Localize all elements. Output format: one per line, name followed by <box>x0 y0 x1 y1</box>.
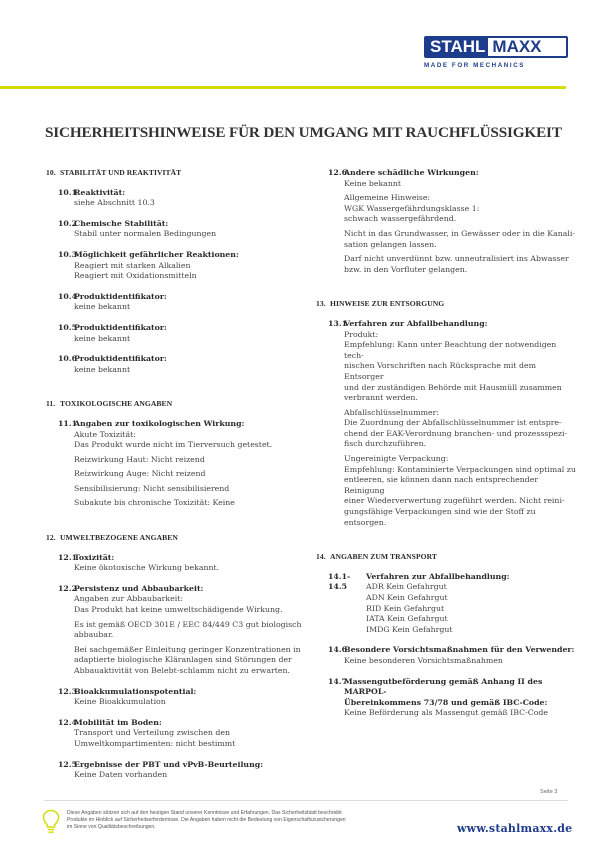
subsection <box>328 572 578 636</box>
text-line: siehe Abschnitt 10.3 <box>74 198 155 208</box>
left-column <box>46 168 304 805</box>
subsection <box>58 584 304 677</box>
paragraph <box>74 697 304 708</box>
subsection-body <box>74 188 304 209</box>
footer-disclaimer <box>67 810 387 831</box>
subsection-number: 10.4 <box>58 291 77 301</box>
paragraph <box>74 770 304 781</box>
text-line: abbaubar. <box>74 630 114 640</box>
text-line: Reagiert mit Oxidationsmitteln <box>74 271 197 281</box>
paragraph <box>366 582 578 635</box>
text-line: Allgemeine Hinweise: <box>344 193 431 203</box>
subsection-number: 13.1 <box>328 318 347 328</box>
paragraph <box>74 430 304 451</box>
disclaimer-line: Diese Angaben stützen sich auf den heutigen Stand unserer Kenntnisse und Erfahrungen. Das Sicherheitsblatt beschreibt <box>67 810 342 816</box>
text-line: IATA Kein Gefahrgut <box>366 614 448 624</box>
text-line: Die Zuordnung der Abfallschlüsselnummer ist entspre- <box>344 418 562 428</box>
subsection-body <box>74 219 304 240</box>
subsection-label: Besondere Vorsichtsmaßnahmen für den Verwender: <box>344 645 575 655</box>
subsection-body <box>344 645 578 666</box>
text-line: Das Produkt hat keine umweltschädigende Wirkung. <box>74 605 283 615</box>
text-line: und der zuständigen Behörde mit Hausmüll zusammen <box>344 382 562 392</box>
section-heading <box>46 533 304 544</box>
paragraph <box>74 261 304 282</box>
subsection-number: 12.2 <box>58 583 77 593</box>
label-line: Massengutbeförderung gemäß Anhang II des MARPOL- <box>344 676 543 697</box>
subsection-number: 10.6 <box>58 354 77 364</box>
text-line: Keine Daten vorhanden <box>74 770 168 780</box>
subsection <box>58 188 304 209</box>
text-line: Empfehlung: Kann unter Beachtung der notwendigen tech- <box>344 340 557 360</box>
subsection-body <box>74 687 304 708</box>
subsection-body <box>74 323 304 344</box>
text-line: RID Kein Gefahrgut <box>366 603 445 613</box>
text-line: WGK Wassergefährdungsklasse 1: <box>344 203 480 213</box>
text-line: Bei sachgemäßer Einleitung geringer Konzentrationen in <box>74 644 301 654</box>
document-title: SICHERHEITSHINWEISE FÜR DEN UMGANG MIT RAUCHFLÜSSIGKEIT <box>45 124 562 141</box>
subsection-label: Chemische Stabilität: <box>74 218 169 228</box>
subsection-body <box>74 584 304 677</box>
subsection-body <box>344 319 578 528</box>
section <box>46 168 304 375</box>
subsection <box>328 645 578 666</box>
subsection-number: 14.1-14.5 <box>328 571 351 592</box>
section-title: ANGABEN ZUM TRANSPORT <box>330 552 437 562</box>
subsection <box>328 677 578 719</box>
subsection <box>328 168 578 275</box>
section-number: 11. <box>46 399 56 409</box>
text-line: Keine ökotoxische Wirkung bekannt. <box>74 563 220 573</box>
paragraph <box>344 179 578 190</box>
subsection-body <box>74 292 304 313</box>
paragraph <box>74 334 304 345</box>
section-heading <box>46 399 304 410</box>
section <box>316 168 578 275</box>
section-heading <box>316 299 578 310</box>
subsection-number: 12.1 <box>58 552 77 562</box>
subsection-body <box>74 760 304 781</box>
subsection-label: Andere schädliche Wirkungen: <box>344 168 479 177</box>
paragraph <box>344 408 578 450</box>
text-line: sation gelangen lassen. <box>344 239 437 249</box>
text-line: schwach wassergefährdend. <box>344 214 457 224</box>
paragraph <box>74 563 304 574</box>
text-line: Nicht in das Grundwasser, in Gewässer oder in die Kanali- <box>344 228 576 238</box>
right-column <box>316 168 578 743</box>
paragraph <box>344 454 578 528</box>
paragraph <box>74 484 304 495</box>
text-line: Reizwirkung Haut: Nicht reizend <box>74 454 205 464</box>
subsection-body <box>74 419 304 509</box>
logo-tagline: MADE FOR MECHANICS <box>424 62 525 69</box>
text-line: Abbauaktivität von Belebt-schlamm nicht zu erwarten. <box>74 666 290 675</box>
subsection <box>58 687 304 708</box>
paragraph <box>344 330 578 404</box>
disclaimer-line: im Sinne von Qualitätsbeschreibungen. <box>67 824 156 830</box>
subsection <box>58 419 304 509</box>
subsection-number: 12.5 <box>58 759 77 769</box>
paragraph <box>74 455 304 466</box>
section <box>316 552 578 719</box>
text-line: Darf nicht unverdünnt bzw. unneutralisiert ins Abwasser <box>344 254 569 264</box>
text-line: einer Wiederverwertung zugeführt werden. Nicht reini- <box>344 496 565 506</box>
subsection-label: Produktidentifikator: <box>74 354 167 364</box>
text-line: Reagiert mit starken Alkalien <box>74 260 191 270</box>
subsection-body <box>366 572 578 636</box>
subsection <box>58 323 304 344</box>
subsection-number: 12.3 <box>58 686 77 696</box>
subsection-body <box>344 168 578 275</box>
paragraph <box>74 365 304 376</box>
logo-wordmark <box>424 36 568 58</box>
subsection-body <box>74 354 304 375</box>
section-number: 14. <box>316 552 326 562</box>
disclaimer-line: Produkte im Hinblick auf Sicherheitserfordernisse. Die Angaben haben nicht die Bedeutung von Eigenschaftszusicherungen <box>67 817 346 823</box>
paragraph <box>344 229 578 250</box>
subsection <box>58 354 304 375</box>
paragraph <box>74 302 304 313</box>
text-line: fisch durchzuführen. <box>344 439 427 449</box>
subsection-label <box>344 677 578 709</box>
subsection-label: Mobilität im Boden: <box>74 717 162 727</box>
paragraph <box>344 254 578 275</box>
section-number: 12. <box>46 533 56 543</box>
text-line: Keine Beförderung als Massengut gemäß IBC-Code <box>344 708 549 718</box>
text-line: Keine Bioakkumulation <box>74 697 166 707</box>
subsection-label: Reaktivität: <box>74 187 126 197</box>
text-line: Sensibilisierung: Nicht sensibilisierend <box>74 483 230 493</box>
paragraph <box>74 620 304 641</box>
text-line: Akute Toxizität: <box>74 429 136 439</box>
lightbulb-icon <box>42 809 60 835</box>
text-line: keine bekannt <box>74 364 131 374</box>
label-line: Übereinkommens 73/78 und gemäß IBC-Code: <box>344 697 548 707</box>
section <box>46 399 304 509</box>
subsection-label: Toxizität: <box>74 552 115 562</box>
section <box>46 533 304 781</box>
subsection-number: 11.1 <box>58 418 77 428</box>
text-line: verbrannt werden. <box>344 393 418 403</box>
subsection-number: 10.5 <box>58 322 77 332</box>
section-title: STABILITÄT UND REAKTIVITÄT <box>60 168 182 177</box>
subsection <box>58 219 304 240</box>
section-heading <box>46 168 304 179</box>
subsection-body <box>74 718 304 750</box>
brand-logo <box>424 36 568 69</box>
subsection-body <box>344 677 578 719</box>
paragraph <box>74 198 304 209</box>
text-line: Keine bekannt <box>344 178 401 188</box>
text-line: nischen Vorschriften nach Rücksprache mit dem Entsorger <box>344 361 536 381</box>
subsection <box>328 319 578 528</box>
subsection-body <box>74 553 304 574</box>
subsection-number: 14.7 <box>328 676 347 686</box>
subsection-number: 12.6 <box>328 168 347 177</box>
subsection-label: Möglichkeit gefährlicher Reaktionen: <box>74 249 239 259</box>
page-number: Seite 3 <box>540 789 558 795</box>
paragraph <box>74 229 304 240</box>
text-line: Produkt: <box>344 329 379 339</box>
subsection <box>58 250 304 282</box>
logo-maxx: MAXX <box>488 38 566 56</box>
text-line: bzw. in den Vorfluter gelangen. <box>344 264 468 274</box>
text-line: Es ist gemäß OECD 301E / EEC 84/449 C3 gut biologisch <box>74 619 302 629</box>
text-line: gungsfähige Verpackungen sind wie der Stoff zu entsorgen. <box>344 507 536 527</box>
text-line: entleeren, sie können dann nach entsprechender Reinigung <box>344 475 539 495</box>
footer-divider <box>44 800 568 801</box>
paragraph <box>74 645 304 677</box>
text-line: Transport und Verteilung zwischen den <box>74 728 231 738</box>
subsection-label: Angaben zur toxikologischen Wirkung: <box>74 418 245 428</box>
subsection-label: Ergebnisse der PBT und vPvB-Beurteilung: <box>74 759 264 769</box>
subsection-label: Produktidentifikator: <box>74 291 167 301</box>
text-line: Keine besonderen Vorsichtsmaßnahmen <box>344 655 503 665</box>
paragraph <box>344 193 578 225</box>
section-title: TOXIKOLOGISCHE ANGABEN <box>60 399 173 409</box>
subsection-body <box>74 250 304 282</box>
website-link[interactable]: www.stahlmaxx.de <box>457 822 573 835</box>
text-line: Umweltkompartimenten: nicht bestimmt <box>74 738 236 748</box>
section <box>316 299 578 528</box>
section-title: UMWELTBEZOGENE ANGABEN <box>60 533 178 543</box>
paragraph <box>74 594 304 615</box>
subsection-number: 10.3 <box>58 249 77 259</box>
text-line: IMDG Kein Gefahrgut <box>366 624 453 634</box>
subsection-number: 14.6 <box>328 645 347 655</box>
subsection-label: Verfahren zur Abfallbehandlung: <box>344 318 488 328</box>
text-line: Subakute bis chronische Toxizität: Keine <box>74 498 235 508</box>
subsection-label: Persistenz und Abbaubarkeit: <box>74 583 204 593</box>
section-title: HINWEISE ZUR ENTSORGUNG <box>330 299 445 309</box>
subsection-number: 12.4 <box>58 717 77 727</box>
paragraph <box>344 708 578 719</box>
text-line: Empfehlung: Kontaminierte Verpackungen sind optimal zu <box>344 464 576 474</box>
section-number: 13. <box>316 299 326 309</box>
subsection <box>58 760 304 781</box>
text-line: Ungereinigte Verpackung: <box>344 454 449 464</box>
subsection-number: 10.2 <box>58 218 77 228</box>
text-line: ADN Kein Gefahrgut <box>366 593 448 602</box>
text-line: Stabil unter normalen Bedingungen <box>74 229 217 239</box>
header-accent-line <box>0 86 566 89</box>
subsection <box>58 553 304 574</box>
section-number: 10. <box>46 168 56 177</box>
paragraph <box>74 728 304 749</box>
paragraph <box>74 498 304 509</box>
text-line: Das Produkt wurde nicht im Tierversuch getestet. <box>74 440 273 450</box>
subsection-label: Produktidentifikator: <box>74 322 167 332</box>
text-line: Abfallschlüsselnummer: <box>344 407 439 417</box>
subsection <box>58 718 304 750</box>
paragraph <box>344 656 578 667</box>
subsection <box>58 292 304 313</box>
text-line: keine bekannt <box>74 302 131 312</box>
text-line: Angaben zur Abbaubarkeit: <box>74 594 183 604</box>
text-line: keine bekannt <box>74 333 131 343</box>
text-line: adaptierte biologische Kläranlagen sind Störungen der <box>74 655 292 665</box>
subsection-number: 10.1 <box>58 187 77 197</box>
subsection-label: Bioakkumulationspotential: <box>74 686 197 696</box>
section-heading <box>316 552 578 563</box>
text-line: ADR Kein Gefahrgut <box>366 582 447 592</box>
logo-stahl: STAHL <box>426 38 488 56</box>
text-line: chend der EAK-Verordnung branchen- und prozessspezi- <box>344 428 568 438</box>
text-line: Reizwirkung Auge: Nicht reizend <box>74 469 206 479</box>
subsection-label: Verfahren zur Abfallbehandlung: <box>366 571 510 581</box>
paragraph <box>74 469 304 480</box>
